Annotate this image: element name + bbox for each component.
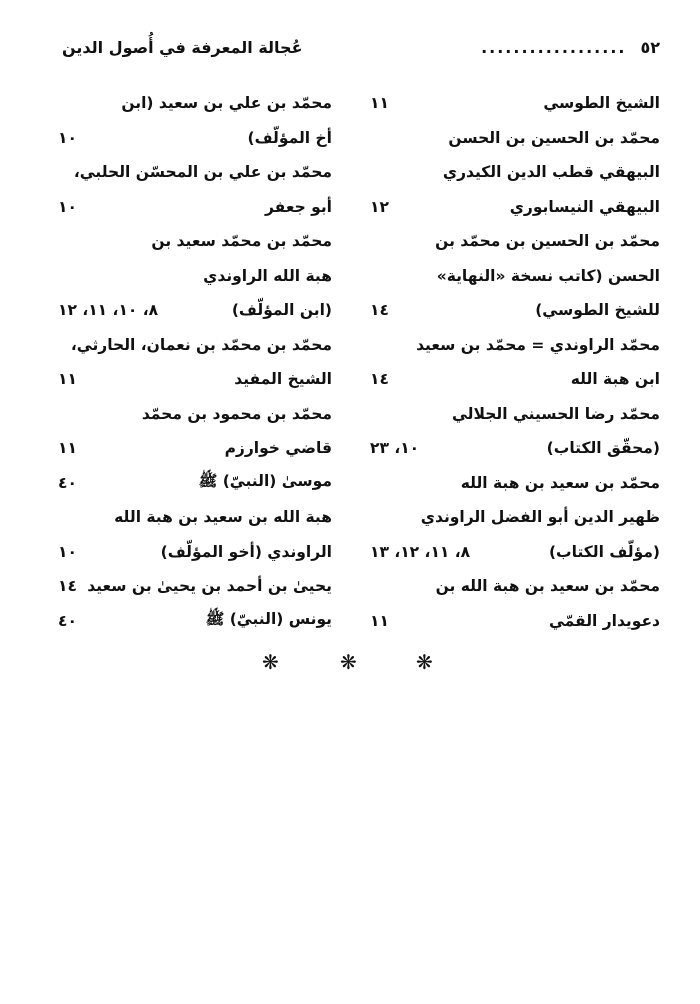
entry-pages: ١٤: [370, 301, 389, 320]
entry-pages: ٨، ١١، ١٢، ١٣: [370, 542, 471, 561]
index-entry: [360, 569, 660, 604]
index-entry: [360, 466, 660, 501]
entry-pages: ١٤: [58, 577, 77, 596]
entry-name: البيهقي قطب الدين الكيدري: [442, 163, 660, 182]
book-title: عُجالة المعرفة في أُصول الدين: [62, 37, 303, 57]
star-ornament: ❋: [262, 650, 279, 674]
index-entry: [360, 535, 660, 570]
entry-name: للشيخ الطوسي): [535, 301, 660, 320]
entry-name: البيهقي النيسابوري: [509, 197, 660, 216]
index-entry: [50, 121, 332, 156]
entry-name: دعويدار القمّي: [548, 611, 660, 630]
index-entry: [50, 362, 332, 397]
entry-pages: ١١: [58, 439, 77, 458]
index-entry: [360, 86, 660, 121]
entry-name: موسىٰ (النبيّ) ﷺ: [198, 472, 332, 491]
entry-name: (ابن المؤلّف): [231, 301, 332, 320]
entry-name: محمّد بن محمّد سعيد بن: [151, 232, 332, 251]
entry-pages: ١٢: [370, 197, 389, 216]
entry-pages: ١١: [58, 370, 77, 389]
star-ornament: ❋: [416, 650, 433, 674]
entry-name: (محقّق الكتاب): [546, 439, 660, 458]
entry-name: الشيخ الطوسي: [543, 94, 660, 113]
index-entry: [360, 155, 660, 190]
entry-name: الراوندي (أخو المؤلّف): [160, 542, 332, 561]
entry-name: يونس (النبيّ) ﷺ: [205, 610, 332, 629]
index-entry: [50, 569, 332, 604]
index-entry: [50, 155, 332, 190]
entry-name: محمّد رضا الحسيني الجلالي: [451, 404, 660, 423]
entry-name: محمّد بن سعيد بن هبة الله بن: [435, 577, 660, 596]
entry-name: ظهير الدين أبو الفضل الراوندي: [420, 508, 660, 527]
entry-pages: ٤٠: [58, 473, 77, 492]
index-entry: [50, 604, 332, 639]
index-entry: [50, 293, 332, 328]
entry-name: قاضي خوارزم: [224, 439, 332, 458]
entry-name: أخ المؤلّف): [247, 128, 332, 147]
entry-name: (مؤلّف الكتاب): [548, 542, 660, 561]
index-entry: [360, 121, 660, 156]
entry-pages: ١١: [370, 94, 389, 113]
entry-name: أبو جعفر: [265, 197, 332, 216]
index-column-left: [50, 86, 332, 638]
entry-name: محمّد بن علي بن المحسّن الحلبي،: [73, 163, 332, 182]
index-entry: [360, 224, 660, 259]
entry-name: محمّد بن علي بن سعيد (ابن: [121, 94, 332, 113]
index-entry: [50, 86, 332, 121]
index-column-right: [360, 86, 660, 638]
index-entry: [50, 328, 332, 363]
index-entry: [360, 190, 660, 225]
page-number: ٥٢: [640, 37, 660, 57]
index-entry: [50, 397, 332, 432]
entry-name: محمّد الراوندي = محمّد بن سعيد: [416, 335, 660, 354]
entry-name: محمّد بن محمّد بن نعمان، الحارثي،: [70, 335, 332, 354]
entry-name: هبة الله الراوندي: [203, 266, 332, 285]
entry-name: الشيخ المفيد: [234, 370, 332, 389]
entry-name: محمّد بن الحسين بن الحسن: [448, 128, 660, 147]
entry-name: يحيىٰ بن أحمد بن يحيىٰ بن سعيد: [87, 577, 332, 596]
entry-pages: ٤٠: [58, 611, 77, 630]
entry-name: الحسن (كاتب نسخة «النهاية»: [436, 266, 660, 285]
index-entry: [360, 293, 660, 328]
index-entry: [360, 397, 660, 432]
entry-pages: ١٤: [370, 370, 389, 389]
entry-name: محمّد بن الحسين بن محمّد بن: [435, 232, 660, 251]
index-entry: [50, 224, 332, 259]
index-entry: [360, 431, 660, 466]
entry-name: محمّد بن سعيد بن هبة الله: [460, 473, 660, 492]
index-entry: [50, 431, 332, 466]
index-entry: [360, 362, 660, 397]
entry-name: محمّد بن محمود بن محمّد: [141, 404, 332, 423]
entry-name: هبة الله بن سعيد بن هبة الله: [114, 508, 332, 527]
section-separator: [0, 650, 700, 680]
entry-pages: ١٠: [58, 197, 77, 216]
index-entry: [50, 535, 332, 570]
index-entry: [360, 604, 660, 639]
entry-pages: ١٠: [58, 542, 77, 561]
entry-pages: ١٠، ٢٣: [370, 439, 420, 458]
index-entry: [50, 466, 332, 501]
index-entry: [50, 500, 332, 535]
entry-name: ابن هبة الله: [570, 370, 660, 389]
leader-dots: ..................: [481, 37, 627, 57]
index-entry: [360, 259, 660, 294]
entry-pages: ١٠: [58, 128, 77, 147]
index-entry: [50, 190, 332, 225]
star-ornament: ❋: [340, 650, 357, 674]
entry-pages: ٨، ١٠، ١١، ١٢: [58, 301, 159, 320]
entry-pages: ١١: [370, 611, 389, 630]
running-header: [62, 33, 660, 61]
index-entry: [360, 328, 660, 363]
index-entry: [360, 500, 660, 535]
index-entry: [50, 259, 332, 294]
